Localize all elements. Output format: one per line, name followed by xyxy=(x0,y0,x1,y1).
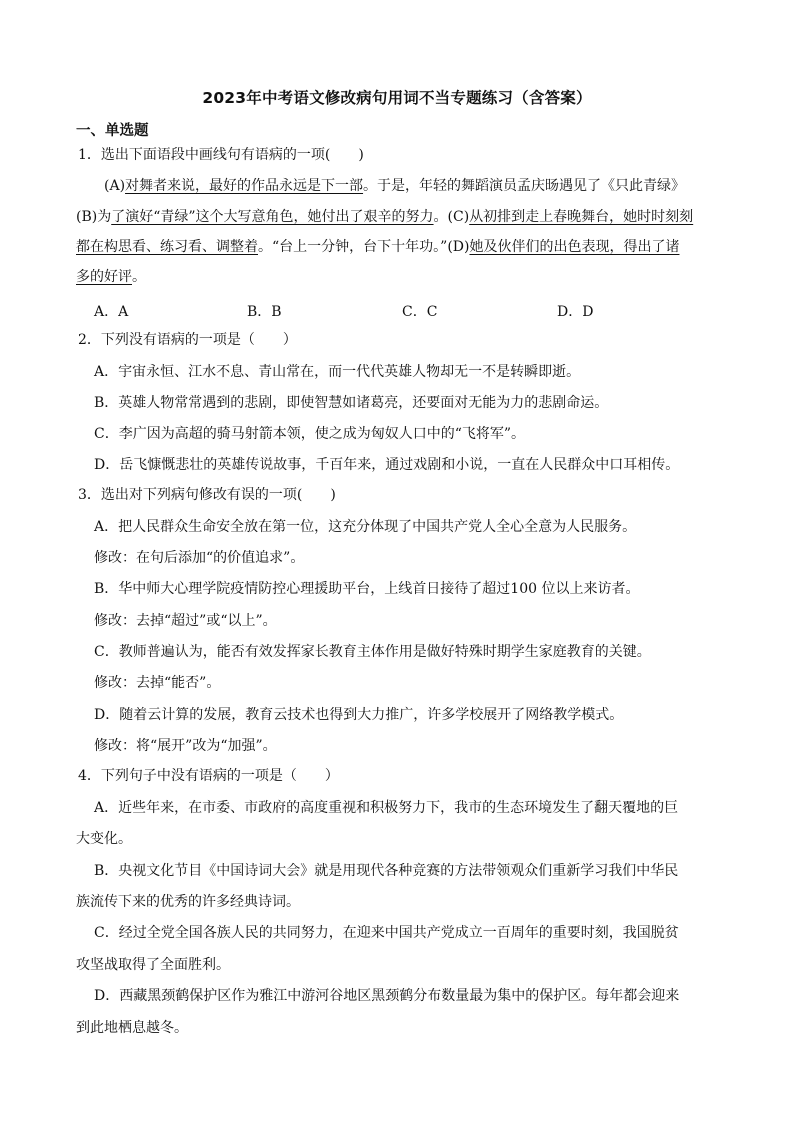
q1-option-c: C．C xyxy=(402,304,438,320)
q1-stem: 1．选出下面语段中画线句有语病的一项( ) xyxy=(78,147,364,163)
q1-marker-a: (A) xyxy=(104,178,126,194)
q1-passage-line-1 xyxy=(104,177,685,195)
document-title: 2023年中考语文修改病句用词不当专题练习（含答案） xyxy=(202,89,592,107)
q2-option-b: B．英雄人物常常遇到的悲剧，即使智慧如诸葛亮，还要面对无能为力的悲剧命运。 xyxy=(94,395,609,411)
q2-option-c: C．李广因为高超的骑马射箭本领，使之成为匈奴人口中的“飞将军”。 xyxy=(94,426,526,442)
q2-option-d: D．岳飞慷慨悲壮的英雄传说故事，千百年来，通过戏剧和小说，一直在人民群众中口耳相传。 xyxy=(94,457,680,473)
q4-stem: 4．下列句子中没有语病的一项是（ ） xyxy=(78,768,339,784)
q1-marker-d: 。“台上一分钟，台下十年功。”(D) xyxy=(258,239,470,255)
q4-option-d: D．西藏黑颈鹤保护区作为雅江中游河谷地区黑颈鹤分布数量最为集中的保护区。每年都会迎来 xyxy=(94,988,680,1004)
q1-underlined-c-cont: 都在构思看、练习看、调整着 xyxy=(76,239,258,255)
q3-option-a-fix: 修改：在句后添加“的价值追求”。 xyxy=(94,550,305,566)
q4-option-a-cont: 大变化。 xyxy=(76,831,132,847)
q4-option-b-cont: 族流传下来的优秀的许多经典诗词。 xyxy=(76,894,300,910)
q4-option-d-cont: 到此地栖息越冬。 xyxy=(76,1020,188,1036)
q3-stem: 3．选出对下列病句修改有误的一项( ) xyxy=(78,487,336,503)
q1-marker-c: 。(C) xyxy=(433,209,470,225)
section-heading: 一、单选题 xyxy=(76,123,149,139)
q1-underlined-a: 对舞者来说，最好的作品永远是下一部 xyxy=(125,178,364,194)
q4-option-c-cont: 攻坚战取得了全面胜利。 xyxy=(76,957,230,973)
q1-text-end: 。 xyxy=(132,269,146,285)
q2-stem: 2．下列没有语病的一项是（ ） xyxy=(78,332,297,348)
q1-passage-line-3 xyxy=(76,238,679,256)
q3-option-c: C．教师普遍认为，能否有效发挥家长教育主体作用是做好特殊时期学生家庭教育的关键。 xyxy=(94,644,651,660)
q1-option-d: D．D xyxy=(557,304,594,320)
q1-underlined-b: 了演好“青绿”这个大写意角色，她付出了艰辛的努力 xyxy=(111,209,434,225)
q1-option-a: A．A xyxy=(94,304,129,320)
q3-option-d: D．随着云计算的发展，教育云技术也得到大力推广，许多学校展开了网络教学模式。 xyxy=(94,707,624,723)
q4-option-a: A．近些年来，在市委、市政府的高度重视和积极努力下，我市的生态环境发生了翻天覆地的巨 xyxy=(94,800,679,816)
q1-underlined-c: 从初排到走上春晚舞台，她时时刻刻 xyxy=(469,209,694,225)
q3-option-c-fix: 修改：去掉“能否”。 xyxy=(94,675,221,691)
q4-option-b: B．央视文化节目《中国诗词大会》就是用现代各种竞赛的方法带领观众们重新学习我们中华民 xyxy=(94,863,679,879)
q1-underlined-d-cont: 多的好评 xyxy=(76,269,132,285)
q4-option-c: C．经过全党全国各族人民的共同努力，在迎来中国共产党成立一百周年的重要时刻，我国脱贫 xyxy=(94,925,679,941)
q1-passage-line-2 xyxy=(76,208,693,226)
q1-text: 。于是，年轻的舞蹈演员孟庆旸遇见了《只此青绿》 xyxy=(363,178,686,194)
q1-underlined-d: 她及伙伴们的出色表现，得出了诸 xyxy=(469,239,680,255)
q1-marker-b: (B)为 xyxy=(76,209,112,225)
q1-option-b: B．B xyxy=(247,304,282,320)
q1-passage-line-4 xyxy=(76,268,146,286)
q3-option-a: A．把人民群众生命安全放在第一位，这充分体现了中国共产党人全心全意为人民服务。 xyxy=(94,519,637,535)
q3-option-b: B．华中师大心理学院疫情防控心理援助平台，上线首日接待了超过100 位以上来访者。 xyxy=(94,581,640,597)
q2-option-a: A．宇宙永恒、江水不息、青山常在，而一代代英雄人物却无一不是转瞬即逝。 xyxy=(94,364,581,380)
q3-option-d-fix: 修改：将“展开”改为“加强”。 xyxy=(94,738,277,754)
q3-option-b-fix: 修改：去掉“超过”或“以上”。 xyxy=(94,613,277,629)
